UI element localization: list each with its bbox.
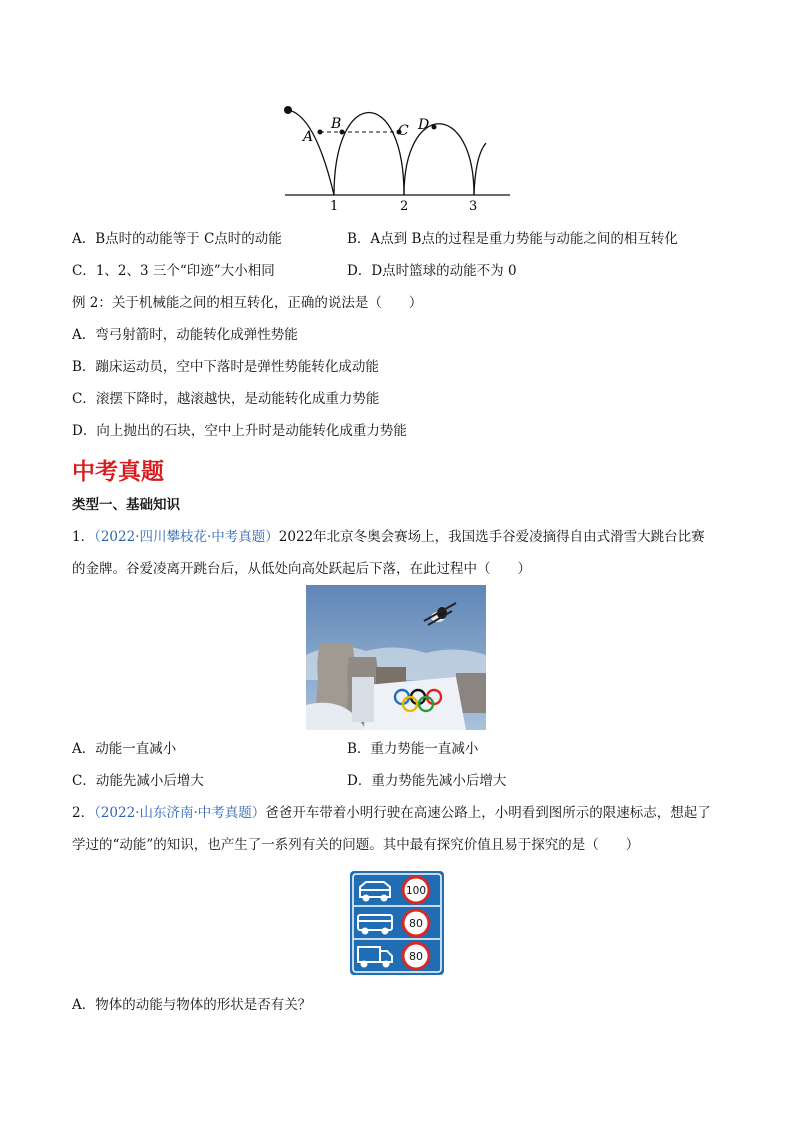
point-d [432, 125, 437, 130]
svg-text:80: 80 [409, 917, 423, 930]
example2-option-c[interactable]: C．滚摆下降时，越滚越快，是动能转化成重力势能 [72, 391, 380, 407]
q1-option-d[interactable]: D．重力势能先减小后增大 [347, 773, 507, 789]
label-d: D [418, 117, 430, 133]
q1-option-c[interactable]: C．动能先减小后增大 [72, 773, 204, 789]
q1-option-a[interactable]: A．动能一直减小 [72, 741, 177, 757]
q2-source: （2022·山东济南·中考真题） [94, 805, 266, 821]
q2-line1 [72, 803, 711, 823]
trajectory-2 [334, 113, 404, 196]
section-heading: 中考真题 [72, 459, 164, 485]
limit-sign-100 [403, 877, 429, 903]
q1-source: （2022·四川攀枝花·中考真题） [94, 529, 279, 545]
option-c[interactable]: C．1、2、3 三个“印迹”大小相同 [72, 263, 275, 279]
example2-option-b[interactable]: B．蹦床运动员，空中下落时是弹性势能转化成动能 [72, 359, 379, 375]
q2-text-1: 爸爸开车带着小明行驶在高速公路上，小明看到图所示的限速标志，想起了 [265, 805, 711, 821]
q1-number: 1． [72, 529, 95, 545]
ski-jump-photo [306, 585, 486, 730]
trajectory-3 [404, 124, 474, 195]
example2-option-a[interactable]: A．弯弓射箭时，动能转化成弹性势能 [72, 327, 298, 343]
q2-number: 2． [72, 805, 95, 821]
limit-sign-80-truck [403, 943, 429, 969]
q1-option-b[interactable]: B．重力势能一直减小 [347, 741, 479, 757]
limit-sign-80-bus [403, 910, 429, 936]
trajectory-4 [474, 143, 486, 195]
svg-text:100: 100 [405, 885, 427, 897]
tick-3: 3 [469, 199, 478, 214]
tick-1: 1 [330, 199, 339, 214]
example2-option-d[interactable]: D．向上抛出的石块，空中上升时是动能转化成重力势能 [72, 423, 407, 439]
label-b: B [331, 116, 342, 132]
bouncing-ball-diagram [270, 95, 530, 215]
tick-2: 2 [400, 199, 409, 214]
q2-option-a[interactable]: A．物体的动能与物体的形状是否有关？ [72, 997, 312, 1013]
option-d[interactable]: D．D点时篮球的动能不为 0 [347, 263, 517, 279]
ramp-logo-panel [352, 677, 374, 722]
label-a: A [303, 129, 314, 145]
q1-line2: 的金牌。谷爱凌离开跳台后，从低处向高处跃起后下落，在此过程中（ ） [72, 561, 531, 577]
q2-line2: 学过的“动能”的知识，也产生了一系列有关的问题。其中最有探究价值且易于探究的是（ ） [72, 837, 640, 853]
example2-stem-text: 例 2：关于机械能之间的相互转化，正确的说法是（ ） [72, 295, 423, 311]
option-b[interactable]: B．A点到 B点的过程是重力势能与动能之间的相互转化 [347, 231, 678, 247]
type-heading: 类型一、基础知识 [72, 497, 180, 513]
label-c: C [398, 123, 409, 139]
svg-text:80: 80 [409, 950, 423, 963]
example2-stem [72, 293, 422, 313]
point-a [318, 130, 323, 135]
q1-line1 [72, 527, 705, 547]
option-a[interactable]: A．B点时的动能等于 C点时的动能 [72, 231, 282, 247]
q1-text-1: 2022年北京冬奥会赛场上，我国选手谷爱凌摘得自由式滑雪大跳台比赛 [278, 529, 705, 545]
trajectory-1 [288, 110, 334, 195]
ball-start [284, 106, 292, 114]
speed-limit-sign [350, 871, 444, 975]
